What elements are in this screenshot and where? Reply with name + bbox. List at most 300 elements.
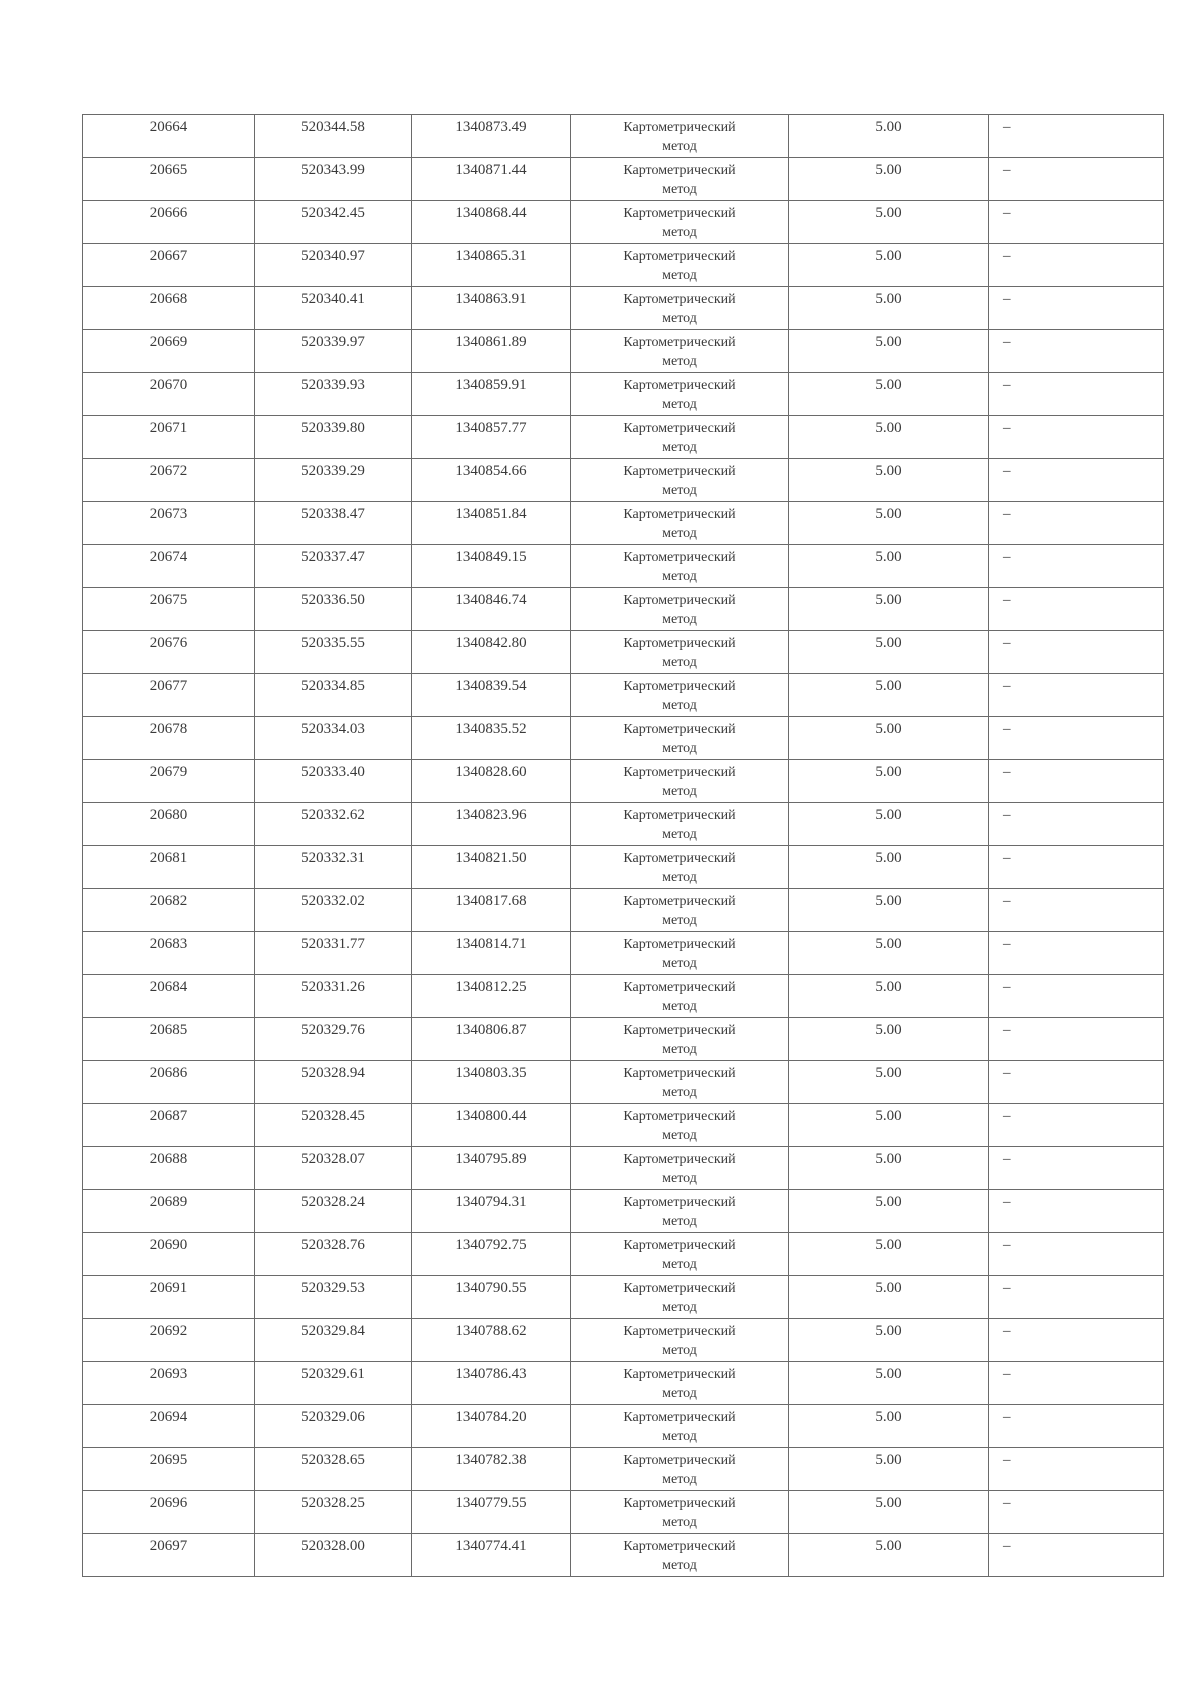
method-text-line: Картометрический — [623, 1496, 736, 1511]
x-coordinate-cell: 520340.97 — [255, 244, 412, 287]
table-row — [83, 1147, 1164, 1190]
table-row — [83, 330, 1164, 373]
x-coordinate-cell: 520336.50 — [255, 588, 412, 631]
point-number-cell: 20675 — [83, 588, 255, 631]
description-cell: – — [989, 158, 1164, 201]
description-cell: – — [989, 1190, 1164, 1233]
table-row — [83, 631, 1164, 674]
point-number-cell: 20667 — [83, 244, 255, 287]
method-text-line: метод — [662, 1386, 697, 1401]
accuracy-cell: 5.00 — [789, 717, 989, 760]
method-text-line: метод — [662, 311, 697, 326]
accuracy-cell: 5.00 — [789, 1190, 989, 1233]
x-coordinate-cell: 520331.77 — [255, 932, 412, 975]
y-coordinate-cell: 1340835.52 — [412, 717, 571, 760]
table-row — [83, 287, 1164, 330]
method-cell — [571, 158, 789, 201]
method-text-line: Картометрический — [623, 851, 736, 866]
point-number-cell: 20666 — [83, 201, 255, 244]
method-cell — [571, 846, 789, 889]
point-number-cell: 20678 — [83, 717, 255, 760]
description-cell: – — [989, 889, 1164, 932]
description-cell: – — [989, 803, 1164, 846]
description-cell: – — [989, 1534, 1164, 1577]
method-cell — [571, 1448, 789, 1491]
method-cell — [571, 803, 789, 846]
method-text-line: метод — [662, 1214, 697, 1229]
point-number-cell: 20691 — [83, 1276, 255, 1319]
method-text-line: Картометрический — [623, 1023, 736, 1038]
description-cell: – — [989, 674, 1164, 717]
x-coordinate-cell: 520339.93 — [255, 373, 412, 416]
accuracy-cell: 5.00 — [789, 287, 989, 330]
table-row — [83, 373, 1164, 416]
point-number-cell: 20683 — [83, 932, 255, 975]
method-text-line: Картометрический — [623, 335, 736, 350]
x-coordinate-cell: 520334.03 — [255, 717, 412, 760]
accuracy-cell: 5.00 — [789, 932, 989, 975]
description-cell: – — [989, 373, 1164, 416]
accuracy-cell: 5.00 — [789, 1448, 989, 1491]
method-cell — [571, 1362, 789, 1405]
method-text-line: метод — [662, 397, 697, 412]
y-coordinate-cell: 1340788.62 — [412, 1319, 571, 1362]
method-cell — [571, 1190, 789, 1233]
method-cell — [571, 674, 789, 717]
y-coordinate-cell: 1340863.91 — [412, 287, 571, 330]
description-cell: – — [989, 631, 1164, 674]
method-text-line: метод — [662, 827, 697, 842]
point-number-cell: 20677 — [83, 674, 255, 717]
method-text-line: метод — [662, 784, 697, 799]
method-cell — [571, 416, 789, 459]
table-row — [83, 115, 1164, 158]
method-text-line: Картометрический — [623, 249, 736, 264]
x-coordinate-cell: 520332.31 — [255, 846, 412, 889]
x-coordinate-cell: 520342.45 — [255, 201, 412, 244]
y-coordinate-cell: 1340782.38 — [412, 1448, 571, 1491]
method-cell — [571, 588, 789, 631]
accuracy-cell: 5.00 — [789, 803, 989, 846]
method-cell — [571, 975, 789, 1018]
method-cell — [571, 330, 789, 373]
method-text-line: Картометрический — [623, 1152, 736, 1167]
description-cell: – — [989, 201, 1164, 244]
y-coordinate-cell: 1340865.31 — [412, 244, 571, 287]
table-row — [83, 1190, 1164, 1233]
method-text-line: Картометрический — [623, 1281, 736, 1296]
description-cell: – — [989, 1018, 1164, 1061]
accuracy-cell: 5.00 — [789, 459, 989, 502]
x-coordinate-cell: 520344.58 — [255, 115, 412, 158]
description-cell: – — [989, 1276, 1164, 1319]
y-coordinate-cell: 1340857.77 — [412, 416, 571, 459]
accuracy-cell: 5.00 — [789, 1147, 989, 1190]
method-text-line: Картометрический — [623, 1539, 736, 1554]
method-text-line: метод — [662, 999, 697, 1014]
point-number-cell: 20664 — [83, 115, 255, 158]
x-coordinate-cell: 520328.25 — [255, 1491, 412, 1534]
y-coordinate-cell: 1340849.15 — [412, 545, 571, 588]
method-text-line: Картометрический — [623, 206, 736, 221]
method-cell — [571, 1319, 789, 1362]
y-coordinate-cell: 1340812.25 — [412, 975, 571, 1018]
method-text-line: метод — [662, 698, 697, 713]
y-coordinate-cell: 1340803.35 — [412, 1061, 571, 1104]
x-coordinate-cell: 520329.06 — [255, 1405, 412, 1448]
description-cell: – — [989, 760, 1164, 803]
method-text-line: Картометрический — [623, 636, 736, 651]
table-row — [83, 1276, 1164, 1319]
y-coordinate-cell: 1340839.54 — [412, 674, 571, 717]
table-row — [83, 416, 1164, 459]
method-text-line: метод — [662, 1558, 697, 1573]
point-number-cell: 20673 — [83, 502, 255, 545]
description-cell: – — [989, 502, 1164, 545]
y-coordinate-cell: 1340861.89 — [412, 330, 571, 373]
method-text-line: метод — [662, 1042, 697, 1057]
y-coordinate-cell: 1340873.49 — [412, 115, 571, 158]
method-text-line: Картометрический — [623, 120, 736, 135]
y-coordinate-cell: 1340823.96 — [412, 803, 571, 846]
method-cell — [571, 1147, 789, 1190]
description-cell: – — [989, 1362, 1164, 1405]
y-coordinate-cell: 1340774.41 — [412, 1534, 571, 1577]
point-number-cell: 20694 — [83, 1405, 255, 1448]
point-number-cell: 20685 — [83, 1018, 255, 1061]
point-number-cell: 20692 — [83, 1319, 255, 1362]
table-row — [83, 1061, 1164, 1104]
method-text-line: Картометрический — [623, 1324, 736, 1339]
table-row — [83, 1534, 1164, 1577]
y-coordinate-cell: 1340790.55 — [412, 1276, 571, 1319]
table-row — [83, 588, 1164, 631]
y-coordinate-cell: 1340800.44 — [412, 1104, 571, 1147]
description-cell: – — [989, 115, 1164, 158]
method-cell — [571, 545, 789, 588]
table-row — [83, 1491, 1164, 1534]
method-text-line: Картометрический — [623, 1367, 736, 1382]
method-text-line: Картометрический — [623, 550, 736, 565]
method-text-line: метод — [662, 1171, 697, 1186]
method-cell — [571, 1104, 789, 1147]
point-number-cell: 20672 — [83, 459, 255, 502]
method-text-line: метод — [662, 956, 697, 971]
y-coordinate-cell: 1340814.71 — [412, 932, 571, 975]
method-text-line: метод — [662, 225, 697, 240]
description-cell: – — [989, 1233, 1164, 1276]
method-cell — [571, 717, 789, 760]
x-coordinate-cell: 520329.61 — [255, 1362, 412, 1405]
method-text-line: метод — [662, 526, 697, 541]
description-cell: – — [989, 1147, 1164, 1190]
table-row — [83, 158, 1164, 201]
method-cell — [571, 1405, 789, 1448]
point-number-cell: 20689 — [83, 1190, 255, 1233]
method-text-line: метод — [662, 1257, 697, 1272]
y-coordinate-cell: 1340828.60 — [412, 760, 571, 803]
accuracy-cell: 5.00 — [789, 244, 989, 287]
x-coordinate-cell: 520329.53 — [255, 1276, 412, 1319]
method-cell — [571, 1061, 789, 1104]
method-text-line: Картометрический — [623, 464, 736, 479]
description-cell: – — [989, 416, 1164, 459]
y-coordinate-cell: 1340868.44 — [412, 201, 571, 244]
method-text-line: Картометрический — [623, 722, 736, 737]
method-text-line: Картометрический — [623, 1410, 736, 1425]
accuracy-cell: 5.00 — [789, 502, 989, 545]
method-text-line: метод — [662, 139, 697, 154]
point-number-cell: 20670 — [83, 373, 255, 416]
y-coordinate-cell: 1340792.75 — [412, 1233, 571, 1276]
description-cell: – — [989, 588, 1164, 631]
accuracy-cell: 5.00 — [789, 1233, 989, 1276]
table-row — [83, 244, 1164, 287]
method-text-line: Картометрический — [623, 163, 736, 178]
method-text-line: Картометрический — [623, 593, 736, 608]
accuracy-cell: 5.00 — [789, 975, 989, 1018]
accuracy-cell: 5.00 — [789, 846, 989, 889]
x-coordinate-cell: 520328.76 — [255, 1233, 412, 1276]
accuracy-cell: 5.00 — [789, 674, 989, 717]
x-coordinate-cell: 520331.26 — [255, 975, 412, 1018]
method-text-line: метод — [662, 268, 697, 283]
coordinates-table-body — [83, 115, 1164, 1577]
method-text-line: метод — [662, 354, 697, 369]
method-cell — [571, 889, 789, 932]
method-text-line: метод — [662, 1515, 697, 1530]
description-cell: – — [989, 1405, 1164, 1448]
y-coordinate-cell: 1340821.50 — [412, 846, 571, 889]
x-coordinate-cell: 520333.40 — [255, 760, 412, 803]
method-cell — [571, 1276, 789, 1319]
method-cell — [571, 459, 789, 502]
y-coordinate-cell: 1340859.91 — [412, 373, 571, 416]
accuracy-cell: 5.00 — [789, 631, 989, 674]
description-cell: – — [989, 244, 1164, 287]
method-text-line: метод — [662, 655, 697, 670]
method-text-line: метод — [662, 1085, 697, 1100]
description-cell: – — [989, 975, 1164, 1018]
method-cell — [571, 631, 789, 674]
method-cell — [571, 287, 789, 330]
method-text-line: Картометрический — [623, 378, 736, 393]
point-number-cell: 20696 — [83, 1491, 255, 1534]
accuracy-cell: 5.00 — [789, 889, 989, 932]
method-cell — [571, 1233, 789, 1276]
table-row — [83, 545, 1164, 588]
method-text-line: метод — [662, 1343, 697, 1358]
point-number-cell: 20668 — [83, 287, 255, 330]
method-text-line: Картометрический — [623, 292, 736, 307]
table-row — [83, 975, 1164, 1018]
table-row — [83, 717, 1164, 760]
point-number-cell: 20684 — [83, 975, 255, 1018]
point-number-cell: 20681 — [83, 846, 255, 889]
method-text-line: метод — [662, 1429, 697, 1444]
point-number-cell: 20680 — [83, 803, 255, 846]
method-text-line: метод — [662, 1300, 697, 1315]
point-number-cell: 20676 — [83, 631, 255, 674]
method-cell — [571, 1018, 789, 1061]
method-text-line: Картометрический — [623, 679, 736, 694]
method-cell — [571, 201, 789, 244]
x-coordinate-cell: 520328.07 — [255, 1147, 412, 1190]
accuracy-cell: 5.00 — [789, 1405, 989, 1448]
method-text-line: метод — [662, 1472, 697, 1487]
table-row — [83, 674, 1164, 717]
x-coordinate-cell: 520340.41 — [255, 287, 412, 330]
method-text-line: метод — [662, 483, 697, 498]
point-number-cell: 20679 — [83, 760, 255, 803]
method-cell — [571, 115, 789, 158]
accuracy-cell: 5.00 — [789, 1319, 989, 1362]
y-coordinate-cell: 1340851.84 — [412, 502, 571, 545]
method-text-line: Картометрический — [623, 421, 736, 436]
accuracy-cell: 5.00 — [789, 1061, 989, 1104]
method-text-line: Картометрический — [623, 1238, 736, 1253]
x-coordinate-cell: 520335.55 — [255, 631, 412, 674]
method-cell — [571, 932, 789, 975]
method-cell — [571, 1491, 789, 1534]
x-coordinate-cell: 520329.84 — [255, 1319, 412, 1362]
method-text-line: метод — [662, 612, 697, 627]
point-number-cell: 20686 — [83, 1061, 255, 1104]
table-row — [83, 459, 1164, 502]
y-coordinate-cell: 1340871.44 — [412, 158, 571, 201]
x-coordinate-cell: 520328.45 — [255, 1104, 412, 1147]
point-number-cell: 20697 — [83, 1534, 255, 1577]
accuracy-cell: 5.00 — [789, 1491, 989, 1534]
table-row — [83, 889, 1164, 932]
x-coordinate-cell: 520328.24 — [255, 1190, 412, 1233]
table-row — [83, 1104, 1164, 1147]
method-text-line: Картометрический — [623, 1195, 736, 1210]
description-cell: – — [989, 330, 1164, 373]
accuracy-cell: 5.00 — [789, 1362, 989, 1405]
table-row — [83, 803, 1164, 846]
method-cell — [571, 502, 789, 545]
x-coordinate-cell: 520339.80 — [255, 416, 412, 459]
table-row — [83, 1448, 1164, 1491]
x-coordinate-cell: 520328.65 — [255, 1448, 412, 1491]
table-row — [83, 1405, 1164, 1448]
method-text-line: Картометрический — [623, 1453, 736, 1468]
x-coordinate-cell: 520329.76 — [255, 1018, 412, 1061]
method-text-line: метод — [662, 741, 697, 756]
accuracy-cell: 5.00 — [789, 201, 989, 244]
table-row — [83, 201, 1164, 244]
description-cell: – — [989, 1061, 1164, 1104]
method-cell — [571, 760, 789, 803]
point-number-cell: 20693 — [83, 1362, 255, 1405]
point-number-cell: 20688 — [83, 1147, 255, 1190]
description-cell: – — [989, 287, 1164, 330]
method-text-line: Картометрический — [623, 765, 736, 780]
accuracy-cell: 5.00 — [789, 760, 989, 803]
description-cell: – — [989, 717, 1164, 760]
point-number-cell: 20690 — [83, 1233, 255, 1276]
point-number-cell: 20687 — [83, 1104, 255, 1147]
accuracy-cell: 5.00 — [789, 588, 989, 631]
description-cell: – — [989, 1491, 1164, 1534]
method-text-line: метод — [662, 182, 697, 197]
description-cell: – — [989, 1104, 1164, 1147]
method-cell — [571, 373, 789, 416]
method-text-line: Картометрический — [623, 1066, 736, 1081]
x-coordinate-cell: 520339.97 — [255, 330, 412, 373]
method-cell — [571, 244, 789, 287]
point-number-cell: 20669 — [83, 330, 255, 373]
table-row — [83, 932, 1164, 975]
description-cell: – — [989, 1319, 1164, 1362]
x-coordinate-cell: 520328.00 — [255, 1534, 412, 1577]
x-coordinate-cell: 520332.62 — [255, 803, 412, 846]
method-text-line: Картометрический — [623, 980, 736, 995]
accuracy-cell: 5.00 — [789, 115, 989, 158]
x-coordinate-cell: 520338.47 — [255, 502, 412, 545]
coordinates-table — [82, 114, 1164, 1577]
x-coordinate-cell: 520332.02 — [255, 889, 412, 932]
x-coordinate-cell: 520328.94 — [255, 1061, 412, 1104]
y-coordinate-cell: 1340794.31 — [412, 1190, 571, 1233]
method-text-line: Картометрический — [623, 894, 736, 909]
y-coordinate-cell: 1340779.55 — [412, 1491, 571, 1534]
method-text-line: Картометрический — [623, 1109, 736, 1124]
accuracy-cell: 5.00 — [789, 1534, 989, 1577]
method-text-line: Картометрический — [623, 808, 736, 823]
method-text-line: метод — [662, 569, 697, 584]
x-coordinate-cell: 520343.99 — [255, 158, 412, 201]
y-coordinate-cell: 1340846.74 — [412, 588, 571, 631]
method-cell — [571, 1534, 789, 1577]
x-coordinate-cell: 520337.47 — [255, 545, 412, 588]
table-row — [83, 502, 1164, 545]
description-cell: – — [989, 459, 1164, 502]
method-text-line: метод — [662, 913, 697, 928]
point-number-cell: 20695 — [83, 1448, 255, 1491]
accuracy-cell: 5.00 — [789, 416, 989, 459]
table-row — [83, 846, 1164, 889]
y-coordinate-cell: 1340784.20 — [412, 1405, 571, 1448]
table-row — [83, 760, 1164, 803]
accuracy-cell: 5.00 — [789, 1018, 989, 1061]
table-row — [83, 1362, 1164, 1405]
accuracy-cell: 5.00 — [789, 1276, 989, 1319]
y-coordinate-cell: 1340786.43 — [412, 1362, 571, 1405]
accuracy-cell: 5.00 — [789, 330, 989, 373]
description-cell: – — [989, 1448, 1164, 1491]
y-coordinate-cell: 1340842.80 — [412, 631, 571, 674]
method-text-line: метод — [662, 440, 697, 455]
accuracy-cell: 5.00 — [789, 158, 989, 201]
description-cell: – — [989, 932, 1164, 975]
method-text-line: Картометрический — [623, 507, 736, 522]
method-text-line: метод — [662, 1128, 697, 1143]
point-number-cell: 20671 — [83, 416, 255, 459]
table-row — [83, 1018, 1164, 1061]
y-coordinate-cell: 1340817.68 — [412, 889, 571, 932]
y-coordinate-cell: 1340854.66 — [412, 459, 571, 502]
x-coordinate-cell: 520339.29 — [255, 459, 412, 502]
x-coordinate-cell: 520334.85 — [255, 674, 412, 717]
accuracy-cell: 5.00 — [789, 545, 989, 588]
method-text-line: метод — [662, 870, 697, 885]
point-number-cell: 20665 — [83, 158, 255, 201]
accuracy-cell: 5.00 — [789, 1104, 989, 1147]
y-coordinate-cell: 1340806.87 — [412, 1018, 571, 1061]
method-text-line: Картометрический — [623, 937, 736, 952]
